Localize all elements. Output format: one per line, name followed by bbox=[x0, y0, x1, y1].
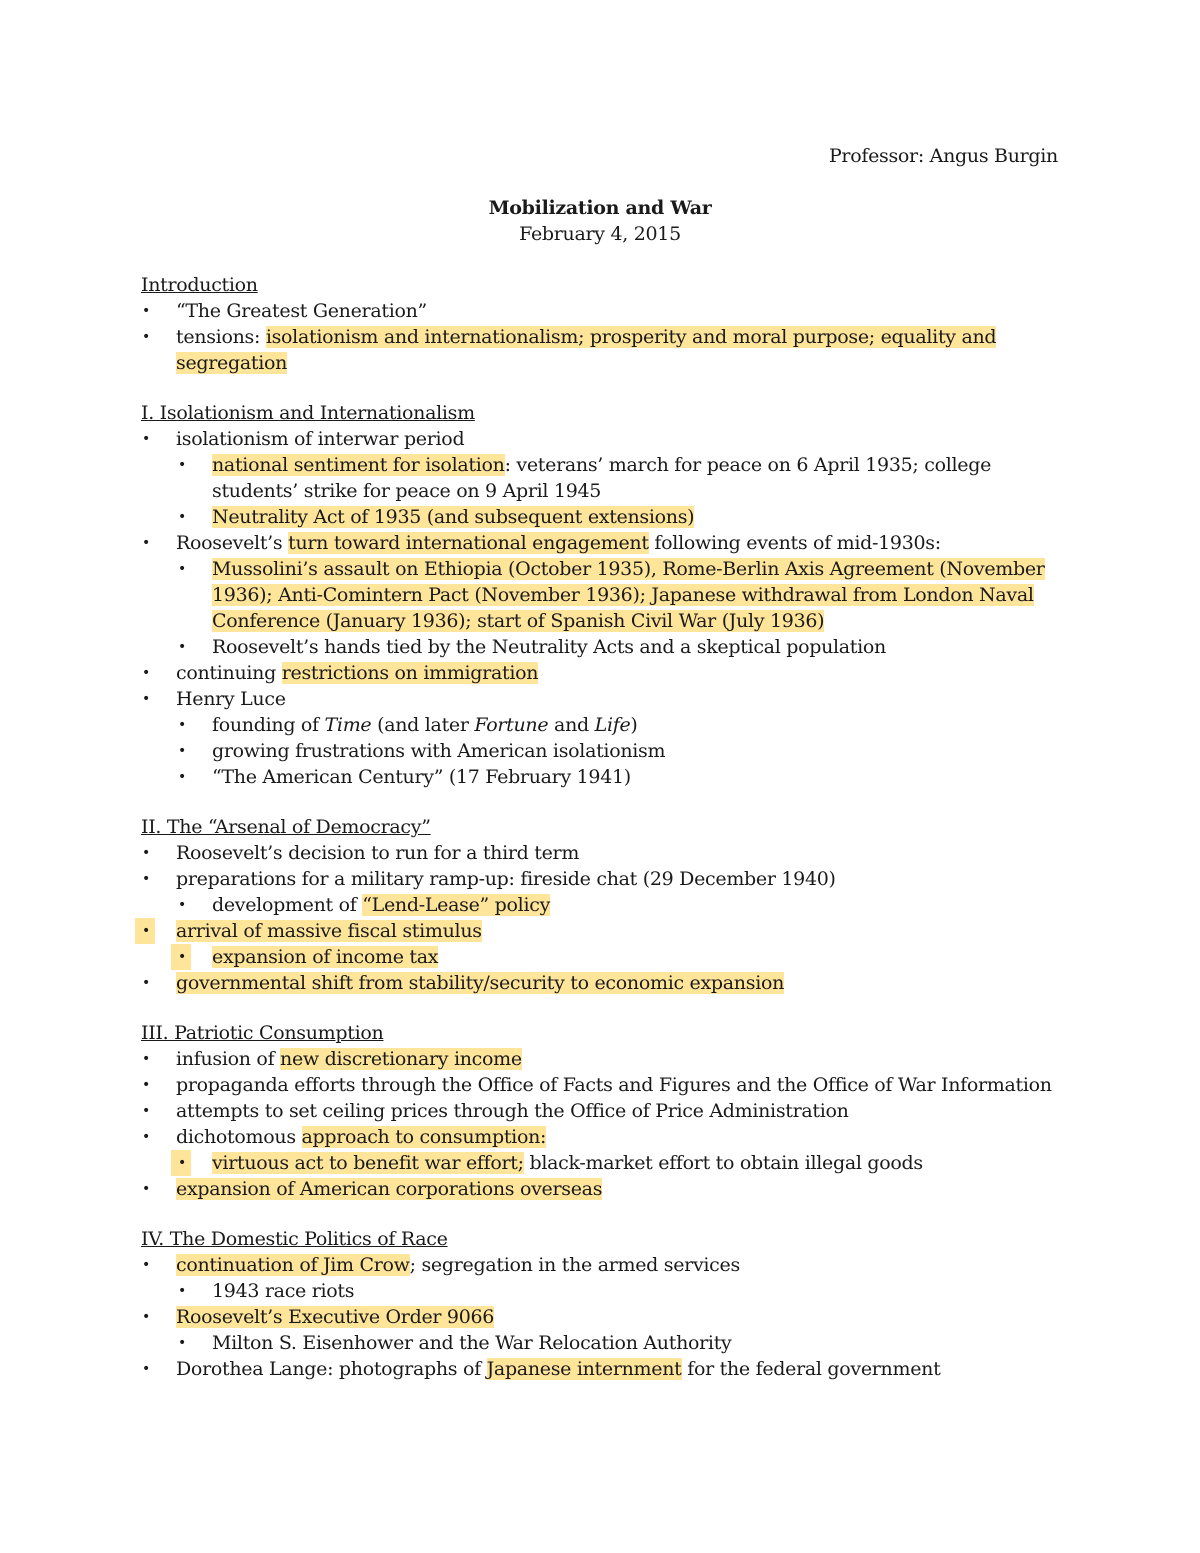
item-text bbox=[176, 1178, 602, 1200]
bullet-list bbox=[141, 298, 1066, 376]
bullet-icon: • bbox=[178, 639, 186, 655]
item-text bbox=[176, 842, 579, 864]
text-run: founding of bbox=[212, 714, 325, 736]
text-run: following events of mid-1930s: bbox=[648, 532, 941, 554]
item-text bbox=[176, 1126, 546, 1148]
text-run: attempts to set ceiling prices through the Office of Price Administration bbox=[176, 1100, 849, 1122]
list-item bbox=[141, 1278, 1066, 1304]
text-run: growing frustrations with American isolationism bbox=[212, 740, 666, 762]
highlighted-text: isolationism and internationalism; prosperity and moral purpose; equality and segregation bbox=[176, 326, 997, 374]
bullet-icon: • bbox=[142, 431, 150, 447]
section-heading: Introduction bbox=[141, 274, 258, 296]
item-text bbox=[212, 946, 438, 968]
highlighted-text: virtuous act to benefit war effort; bbox=[212, 1152, 524, 1174]
section-heading: II. The “Arsenal of Democracy” bbox=[141, 816, 431, 838]
item-text bbox=[176, 688, 286, 710]
bullet-list bbox=[141, 840, 1066, 996]
bullet-icon: • bbox=[178, 949, 186, 965]
bullet-list bbox=[141, 1046, 1066, 1202]
bullet-list bbox=[141, 1252, 1066, 1382]
item-text bbox=[212, 636, 886, 658]
bullet-icon: • bbox=[178, 1283, 186, 1299]
section-heading: III. Patriotic Consumption bbox=[141, 1022, 384, 1044]
item-text bbox=[176, 972, 784, 994]
bullet-icon: • bbox=[178, 561, 186, 577]
list-item bbox=[141, 1046, 1066, 1072]
list-item bbox=[141, 504, 1066, 530]
highlighted-text: expansion of income tax bbox=[212, 946, 439, 968]
bullet-icon: • bbox=[142, 923, 150, 939]
highlighted-text: new discretionary income bbox=[280, 1048, 522, 1070]
list-item bbox=[141, 1356, 1066, 1382]
text-run: propaganda efforts through the Office of Facts and Figures and the Office of War Information bbox=[176, 1074, 1052, 1096]
text-run: dichotomous bbox=[176, 1126, 302, 1148]
highlighted-text: Neutrality Act of 1935 (and subsequent extensions) bbox=[212, 506, 695, 528]
list-item bbox=[141, 1304, 1066, 1330]
item-text bbox=[176, 662, 538, 684]
bullet-icon: • bbox=[142, 1051, 150, 1067]
text-run: Roosevelt’s hands tied by the Neutrality Acts and a skeptical population bbox=[212, 636, 886, 658]
item-text bbox=[212, 1152, 923, 1174]
outline-section bbox=[141, 400, 1066, 790]
bullet-icon: • bbox=[178, 509, 186, 525]
highlighted-text: “Lend-Lease” policy bbox=[362, 894, 551, 916]
outline-section bbox=[141, 1020, 1066, 1202]
bullet-icon: • bbox=[178, 457, 186, 473]
item-text bbox=[176, 1048, 522, 1070]
bullet-icon: • bbox=[178, 1335, 186, 1351]
item-text bbox=[176, 868, 836, 890]
bullet-icon: • bbox=[142, 1361, 150, 1377]
text-run: isolationism of interwar period bbox=[176, 428, 465, 450]
list-item bbox=[141, 866, 1066, 892]
highlighted-text: expansion of American corporations overseas bbox=[176, 1178, 603, 1200]
text-run: Henry Luce bbox=[176, 688, 286, 710]
list-item bbox=[141, 712, 1066, 738]
text-run: development of bbox=[212, 894, 363, 916]
highlighted-text: Mussolini’s assault on Ethiopia (October 1935), Rome-Berlin Axis Agreement (November 1936); Anti-Comintern Pact (November 1936); Japanese withdrawal from London Naval Conference (January 1936); start of Spanish Civil War (July 1936) bbox=[212, 558, 1045, 632]
item-text bbox=[212, 766, 631, 788]
bullet-icon: • bbox=[142, 1257, 150, 1273]
item-text bbox=[212, 894, 550, 916]
item-text bbox=[212, 506, 694, 528]
bullet-icon: • bbox=[142, 1103, 150, 1119]
item-text bbox=[176, 1306, 494, 1328]
list-item bbox=[141, 634, 1066, 660]
list-item bbox=[141, 426, 1066, 452]
list-item bbox=[141, 452, 1066, 504]
bullet-icon: • bbox=[178, 717, 186, 733]
list-item bbox=[141, 324, 1066, 376]
highlighted-text: governmental shift from stability/security to economic expansion bbox=[176, 972, 785, 994]
bullet-icon: • bbox=[178, 743, 186, 759]
text-run: “The American Century” (17 February 1941) bbox=[212, 766, 631, 788]
list-item bbox=[141, 1072, 1066, 1098]
text-run: Roosevelt’s bbox=[176, 532, 289, 554]
list-item bbox=[141, 1330, 1066, 1356]
item-text bbox=[212, 740, 665, 762]
item-text bbox=[176, 532, 941, 554]
text-run: 1943 race riots bbox=[212, 1280, 355, 1302]
list-item bbox=[141, 1098, 1066, 1124]
bullet-list bbox=[141, 426, 1066, 790]
list-item bbox=[141, 530, 1066, 556]
text-run: Life bbox=[594, 714, 631, 736]
list-item bbox=[141, 892, 1066, 918]
list-item bbox=[141, 944, 1066, 970]
item-text bbox=[176, 1074, 1052, 1096]
text-run: (and later bbox=[371, 714, 475, 736]
bullet-icon: • bbox=[142, 691, 150, 707]
list-item bbox=[141, 556, 1066, 634]
list-item bbox=[141, 1252, 1066, 1278]
text-run: Time bbox=[324, 714, 372, 736]
list-item bbox=[141, 764, 1066, 790]
bullet-icon: • bbox=[142, 303, 150, 319]
text-run: Fortune bbox=[474, 714, 549, 736]
text-run: “The Greatest Generation” bbox=[176, 300, 427, 322]
list-item bbox=[141, 970, 1066, 996]
highlighted-text: national sentiment for isolation bbox=[212, 454, 505, 476]
text-run: Milton S. Eisenhower and the War Relocation Authority bbox=[212, 1332, 732, 1354]
document-date: February 4, 2015 bbox=[519, 223, 681, 245]
list-item bbox=[141, 840, 1066, 866]
outline-section bbox=[141, 1226, 1066, 1382]
item-text bbox=[176, 300, 427, 322]
item-text bbox=[212, 454, 991, 502]
list-item bbox=[141, 660, 1066, 686]
text-run: infusion of bbox=[176, 1048, 281, 1070]
highlighted-text: continuation of Jim Crow bbox=[176, 1254, 410, 1276]
list-item bbox=[141, 1176, 1066, 1202]
bullet-icon: • bbox=[142, 1077, 150, 1093]
list-item bbox=[141, 686, 1066, 712]
text-run: Roosevelt’s decision to run for a third term bbox=[176, 842, 580, 864]
text-run: black-market effort to obtain illegal goods bbox=[523, 1152, 923, 1174]
bullet-icon: • bbox=[142, 329, 150, 345]
section-heading: IV. The Domestic Politics of Race bbox=[141, 1228, 448, 1250]
item-text bbox=[212, 1280, 354, 1302]
text-run: preparations for a military ramp-up: fireside chat (29 December 1940) bbox=[176, 868, 836, 890]
text-run: ) bbox=[630, 714, 638, 736]
text-run: continuing bbox=[176, 662, 282, 684]
bullet-icon: • bbox=[178, 769, 186, 785]
list-item bbox=[141, 1150, 1066, 1176]
text-run: for the federal government bbox=[681, 1358, 941, 1380]
bullet-icon: • bbox=[178, 897, 186, 913]
lecture-outline bbox=[141, 272, 1066, 1406]
bullet-icon: • bbox=[142, 871, 150, 887]
highlighted-text: Japanese internment bbox=[486, 1358, 682, 1380]
item-text bbox=[176, 1254, 740, 1276]
bullet-icon: • bbox=[142, 1309, 150, 1325]
item-text bbox=[176, 1358, 940, 1380]
text-run: tensions: bbox=[176, 326, 266, 348]
item-text bbox=[212, 1332, 731, 1354]
item-text bbox=[212, 714, 638, 736]
bullet-icon: • bbox=[142, 1181, 150, 1197]
text-run: : veterans’ march for peace on 6 April 1935; college students’ strike for peace on 9 April 1945 bbox=[212, 454, 992, 502]
list-item bbox=[141, 298, 1066, 324]
outline-section bbox=[141, 814, 1066, 996]
bullet-icon: • bbox=[142, 665, 150, 681]
section-heading: I. Isolationism and Internationalism bbox=[141, 402, 475, 424]
item-text bbox=[176, 326, 996, 374]
highlighted-text: turn toward international engagement bbox=[288, 532, 649, 554]
item-text bbox=[176, 1100, 849, 1122]
bullet-icon: • bbox=[142, 845, 150, 861]
item-text bbox=[176, 428, 464, 450]
list-item bbox=[141, 1124, 1066, 1150]
bullet-icon: • bbox=[142, 975, 150, 991]
bullet-icon: • bbox=[142, 535, 150, 551]
outline-section bbox=[141, 272, 1066, 376]
item-text bbox=[212, 558, 1045, 632]
list-item bbox=[141, 738, 1066, 764]
highlighted-text: approach to consumption: bbox=[301, 1126, 547, 1148]
highlighted-text: restrictions on immigration bbox=[281, 662, 539, 684]
text-run: Dorothea Lange: photographs of bbox=[176, 1358, 487, 1380]
list-item bbox=[141, 918, 1066, 944]
text-run: ; segregation in the armed services bbox=[409, 1254, 740, 1276]
text-run: and bbox=[548, 714, 595, 736]
item-text bbox=[176, 920, 482, 942]
bullet-icon: • bbox=[142, 1129, 150, 1145]
professor-line: Professor: Angus Burgin bbox=[828, 145, 1058, 167]
highlighted-text: arrival of massive fiscal stimulus bbox=[176, 920, 482, 942]
highlighted-text: Roosevelt’s Executive Order 9066 bbox=[176, 1306, 495, 1328]
bullet-icon: • bbox=[178, 1155, 186, 1171]
document-title: Mobilization and War bbox=[488, 197, 712, 219]
